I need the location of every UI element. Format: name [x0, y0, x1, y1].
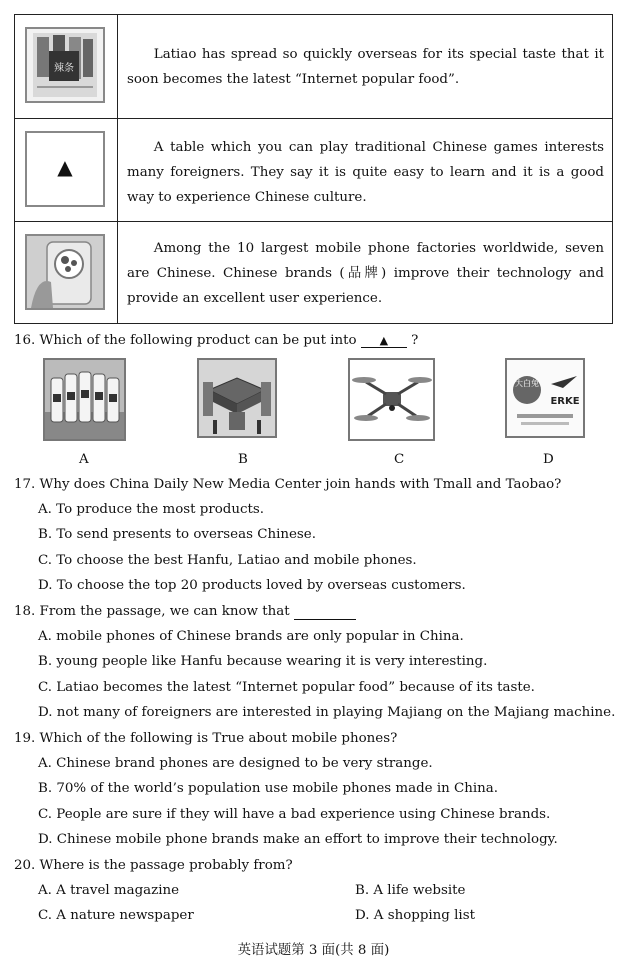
option: B. A life website [355, 883, 466, 898]
triangle-placeholder-icon [25, 131, 105, 207]
image-cell [15, 15, 118, 118]
latiao-package-icon [25, 27, 105, 103]
option: B. 70% of the world’s population use mobile phones made in China. [38, 781, 499, 796]
option: C. To choose the best Hanfu, Latiao and mobile phones. [38, 553, 417, 568]
question-17: 17. Why does China Daily New Media Center join hands with Tmall and Taobao? [14, 477, 562, 492]
option: D. To choose the top 20 products loved by overseas customers. [38, 578, 466, 593]
answer-blank [294, 604, 356, 620]
option: C. A nature newspaper [38, 908, 194, 923]
option: A. A travel magazine [38, 883, 180, 898]
drone-icon [348, 358, 435, 441]
svg-text:ERKE: ERKE [550, 396, 580, 407]
option: A. mobile phones of Chinese brands are only popular in China. [38, 629, 464, 644]
question-stem: 16. Which of the following product can be put into [14, 333, 357, 348]
product-table [14, 14, 613, 324]
answer-blank: ▲ [361, 334, 407, 348]
triangle-symbol: ▲ [57, 155, 73, 179]
table-row-phone [15, 222, 612, 323]
row-text: Among the 10 largest mobile phone factories worldwide, seven are Chinese. Chinese brands (品牌) improve their technology and provide an excellent user experience. [127, 241, 604, 306]
table-row-latiao [15, 15, 612, 119]
mobile-phone-icon [25, 234, 105, 310]
option: A. Chinese brand phones are designed to be very strange. [38, 756, 433, 771]
option: C. Latiao becomes the latest “Internet popular food” because of its taste. [38, 680, 535, 695]
choice-label: B [238, 452, 248, 467]
image-cell [15, 119, 118, 221]
question-20: 20. Where is the passage probably from? [14, 858, 293, 873]
question-19: 19. Which of the following is True about mobile phones? [14, 731, 398, 746]
row-text: A table which you can play traditional Chinese games interests many foreigners. They say it is quite easy to learn and it is a good way to experience Chinese culture. [127, 140, 604, 205]
choice-label: C [394, 452, 405, 467]
question-18 [14, 604, 356, 620]
svg-text:辣条: 辣条 [54, 63, 74, 74]
option: C. People are sure if they will have a bad experience using Chinese brands. [38, 807, 551, 822]
majiang-machine-icon [197, 358, 277, 438]
brand-logos-icon [505, 358, 585, 438]
row-text: Latiao has spread so quickly overseas for its special taste that it soon becomes the latest “Internet popular food”. [127, 47, 604, 87]
choice-label: D [543, 452, 554, 467]
option: D. Chinese mobile phone brands make an effort to improve their technology. [38, 832, 558, 847]
table-row-placeholder [15, 119, 612, 222]
choice-label: A [79, 452, 89, 467]
svg-text:大白兔: 大白兔 [515, 379, 539, 388]
option: A. To produce the most products. [38, 502, 264, 517]
page-footer: 英语试题第 3 面(共 8 面) [237, 943, 390, 958]
option: D. A shopping list [355, 908, 475, 923]
milk-bottles-icon [43, 358, 126, 441]
question-stem: 18. From the passage, we can know that [14, 604, 290, 619]
option: B. young people like Hanfu because wearing it is very interesting. [38, 654, 488, 669]
question-16: 16. Which of the following product can be put into ▲ ? [14, 333, 419, 348]
option: D. not many of foreigners are interested in playing Majiang on the Majiang machine. [38, 705, 616, 720]
option: B. To send presents to overseas Chinese. [38, 527, 316, 542]
image-cell [15, 222, 118, 323]
